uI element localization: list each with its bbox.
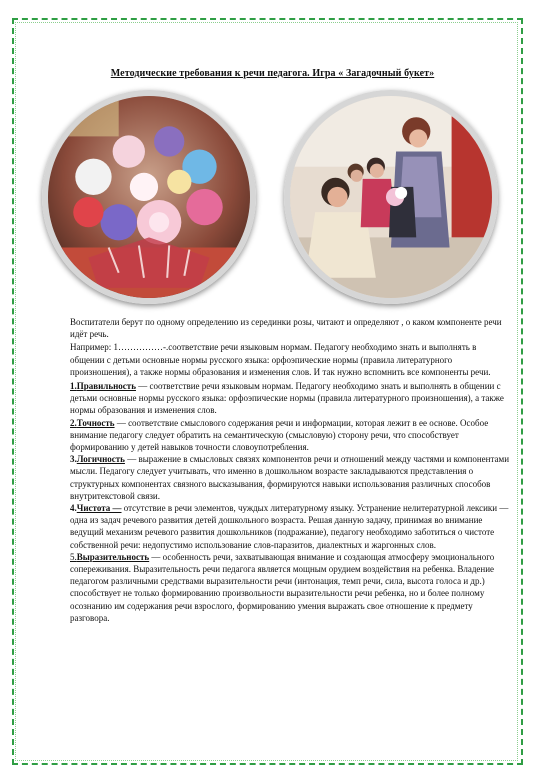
item-name: Выразительность bbox=[76, 551, 150, 562]
item-text: отсутствие в речи элементов, чуждых литературному языку. Устранение нелитературной лексики — одна из задач речевого развития детей дошкольного возраста. Решая данную задачу, принимая во внимание ведущий механизм речевого развития дошкольников (подражание), педагогу необходимо заботиться о чистоте собственной речи: недопустимо использование слов-паразитов, диалектных и жаргонных слов. bbox=[70, 503, 509, 550]
bouquet-photo bbox=[42, 90, 256, 304]
example-paragraph: Например: 1……………-.соответствие речи языковым нормам. Педагогу необходимо знать и выполнять в общении с детьми основные нормы русского языка: орфоэпические нормы (правила литературного произношения), а также нормы образования и изменения слов. И так нужно вспомнить все компоненты речи. bbox=[70, 342, 491, 377]
list-item bbox=[70, 502, 510, 551]
item-text: — особенность речи, захватывающая внимание и создающая атмосферу эмоционального сопереживания. Выразительность речи педагога является мощным орудием воздействия на ребенка. Владение педагогом различными средствами выразительности речи (интонация, темп речи, сила, высота голоса и др.) способствует не только формированию произвольности выразительности речи ребенка, но и более полному осознанию им содержания речи взрослого, формированию умения выражать свое отношение к предмету разговора. bbox=[70, 551, 495, 623]
teachers-game-photo bbox=[284, 90, 498, 304]
item-number: 1. bbox=[70, 381, 77, 392]
item-name: Правильность bbox=[76, 381, 136, 392]
item-number: 5. bbox=[70, 551, 77, 562]
body-text bbox=[70, 316, 510, 624]
item-number: 3. bbox=[70, 454, 77, 465]
page-title: Методические требования к речи педагога. Игра « Загадочный букет» bbox=[110, 68, 435, 79]
item-text: — соответствие речи языковым нормам. Педагогу необходимо знать и выполнять в общении с детьми основные нормы русского языка: орфоэпические нормы (правила литературного произношения), а также нормы образования и изменения слов. bbox=[70, 381, 504, 416]
item-name: Чистота — bbox=[76, 503, 122, 514]
list-item bbox=[70, 453, 510, 502]
item-text: — выражение в смысловых связях компонентов речи и отношений между частями и компонентами мысли. Педагогу следует учитывать, что именно в дошкольном возрасте закладываются представления о структурных компонентах связного высказывания, формируются навыки использования различных способов внутритекстовой связи. bbox=[70, 454, 510, 501]
list-item bbox=[70, 380, 510, 417]
list-item bbox=[70, 551, 510, 624]
intro-paragraph: Воспитатели берут по одному определению из серединки розы, читают и определяют , о каком компоненте речи идёт речь. bbox=[70, 317, 502, 340]
item-number: 4. bbox=[70, 503, 77, 514]
item-text: — соответствие смыслового содержания речи и информации, которая лежит в ее основе. Особое внимание педагогу следует обратить на семантическую (смысловую) сторону речи, что способствует формированию у детей навыков точности словоупотребления. bbox=[70, 417, 489, 453]
item-name: Точность bbox=[76, 417, 115, 428]
item-number: 2. bbox=[70, 417, 77, 428]
item-name: Логичность bbox=[76, 454, 125, 465]
list-item bbox=[70, 417, 510, 454]
